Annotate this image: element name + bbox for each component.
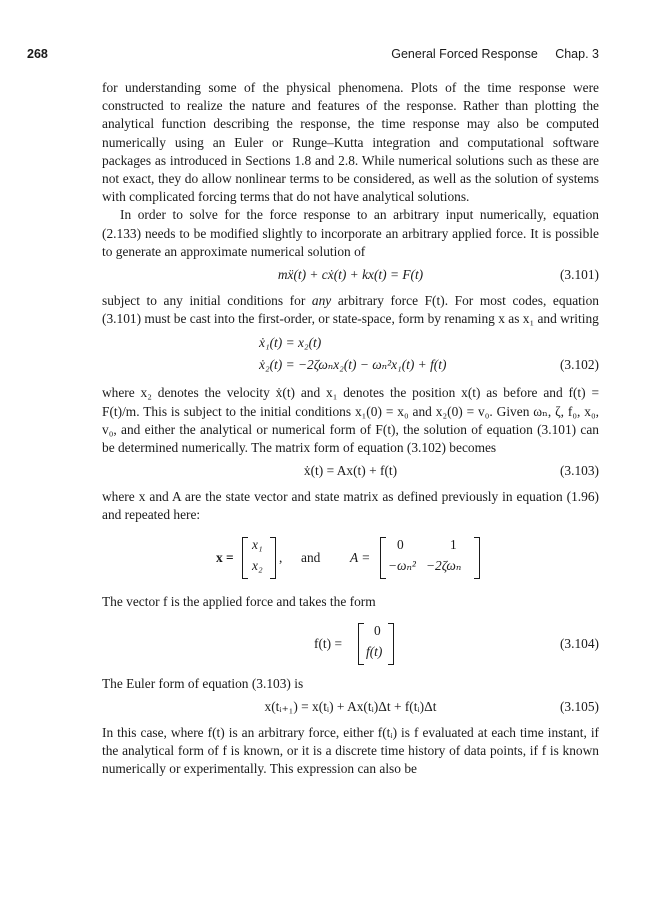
A-matrix-label: A =	[350, 549, 371, 565]
equation-3-103-number: (3.103)	[559, 463, 599, 479]
x-vector-label: x =	[216, 549, 234, 565]
equation-3-103	[102, 462, 599, 482]
equation-3-103-expr: ẋ(t) = Ax(t) + f(t)	[303, 463, 398, 479]
paragraph-5: where x and A are the state vector and state matrix as defined previously in equation (1.96) and repeated here:	[102, 489, 599, 523]
paragraph-3	[102, 292, 599, 328]
running-title: General Forced Response Chap. 3	[391, 47, 599, 61]
paragraph-2: In order to solve for the force response to an arbitrary input numerically, equation (2.133) needs to be modified slightly to incorporate an arbitrary applied force. It is possible to generate an approximate numerical solution of	[102, 207, 599, 259]
x-vector-entry-2: x₂	[252, 557, 263, 573]
f-vector-right-bracket	[388, 623, 394, 665]
equation-3-102-line-2: ẋ₂(t) = −2ζωₙx₂(t) − ωₙ²x₁(t) + f(t)	[259, 357, 447, 373]
x-vector-entry-1: x₁	[252, 536, 263, 552]
f-vector-entry-1: 0	[374, 622, 381, 638]
equation-3-102-line-1: ẋ₁(t) = x₂(t)	[259, 335, 322, 351]
paragraph-3-emphasis: any	[311, 293, 332, 309]
equation-3-101-number: (3.101)	[559, 267, 599, 283]
state-matrix-definition	[102, 533, 599, 585]
A-matrix-left-bracket	[380, 537, 386, 579]
paragraph-6: The vector f is the applied force and takes the form	[102, 593, 376, 609]
paragraph-1: for understanding some of the physical phenomena. Plots of the time response were constructed to realize the nature and features of the response. Rather than plotting the analytical function describing the response, the time response may also be computed numerically using an Euler or Runge–Kutta integration and computational software packages as introduced in Sections 1.8 and 2.8. While numerical solutions such as these are not exact, they do allow nonlinear terms to be considered, as well as the solution of systems with complicated forcing terms that do not have analytical solutions.	[102, 80, 599, 205]
x-vector-left-bracket	[242, 537, 248, 579]
paragraph-3-end: arbitrary force F(t). For most codes, equation (3.101) must be cast into the first-order, or state-space, form by renaming x as x₁ and writing	[102, 293, 599, 327]
page-header	[27, 47, 599, 67]
equation-3-101-expr: mẍ(t) + cẋ(t) + kx(t) = F(t)	[277, 267, 424, 283]
equation-3-104-number: (3.104)	[559, 635, 599, 651]
f-vector-entry-2: f(t)	[366, 643, 383, 659]
paragraph-4: where x₂ denotes the velocity ẋ(t) and x₁ denotes the position x(t) as before and f(t) = F(t)/m. This is subject to the initial conditions x₁(0) = x₀ and x₂(0) = v₀. Given ωₙ, ζ, f₀, x₀, v₀, and either the analytical or numerical form of F(t), the solution of equation (3.101) can be determined numerically. The matrix form of equation (3.102) becomes	[102, 385, 599, 456]
paragraph-7: The Euler form of equation (3.103) is	[102, 675, 304, 691]
A-matrix-right-bracket	[474, 537, 480, 579]
and-word: and	[301, 549, 321, 565]
equation-3-105-expr: x(tᵢ₊₁) = x(tᵢ) + Ax(tᵢ)Δt + f(tᵢ)Δt	[264, 699, 437, 715]
equation-3-105-number: (3.105)	[559, 699, 599, 715]
f-vector-left-bracket	[358, 623, 364, 665]
paragraph-3-start: subject to any initial conditions for	[102, 293, 312, 309]
paragraph-8: In this case, where f(t) is an arbitrary force, either f(tᵢ) is f evaluated at each time instant, if the analytical form of f is known, or it is a discrete time history of data points, if f is known numerically or experimentally. This expression can also be	[102, 725, 599, 777]
x-vector-comma: ,	[279, 549, 283, 565]
equation-3-101	[102, 266, 599, 286]
A-matrix-r2c1: −ωₙ²	[388, 557, 416, 573]
page-number: 268	[27, 47, 48, 61]
body-text	[102, 79, 599, 779]
equation-3-104-label: f(t) =	[314, 635, 342, 651]
equation-3-102	[102, 334, 599, 378]
equation-3-105	[102, 698, 599, 718]
A-matrix-r1c1: 0	[397, 536, 404, 552]
A-matrix-r1c2: 1	[450, 536, 457, 552]
x-vector-right-bracket	[270, 537, 276, 579]
A-matrix-r2c2: −2ζωₙ	[426, 557, 462, 573]
equation-3-102-number: (3.102)	[559, 357, 599, 373]
equation-3-104	[102, 619, 599, 667]
